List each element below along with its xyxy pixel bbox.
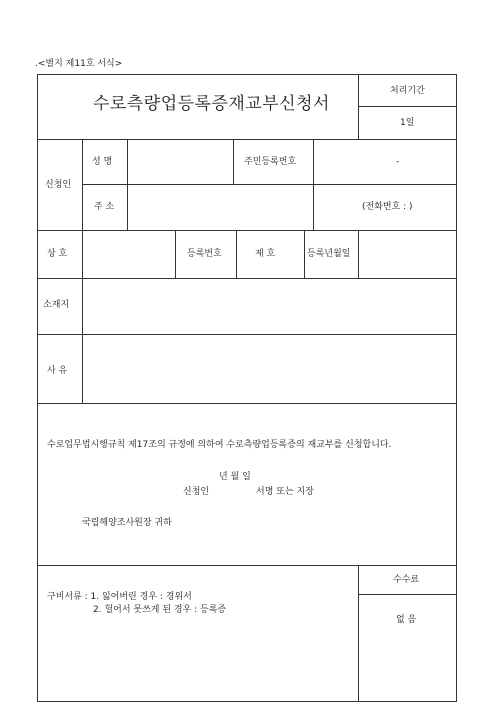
declaration-bottom-line <box>37 565 457 566</box>
header-bottom-line <box>37 139 457 140</box>
reg-no-suffix: 제 호 <box>255 249 276 259</box>
applicant-sign-text: 서명 또는 지장 <box>256 487 314 497</box>
fee-row-divider <box>358 594 457 595</box>
rrn-dash: - <box>396 157 400 167</box>
processing-value: 1일 <box>400 118 415 128</box>
address-label: 주 소 <box>94 202 115 212</box>
applicant-section-label: 신청인 <box>45 180 72 190</box>
name-value-divider <box>233 139 234 184</box>
processing-label: 처리기간 <box>390 86 425 96</box>
trade-name-divider <box>82 230 83 278</box>
declaration-text: 수로업무법시행규칙 제17조의 규정에 의하여 수로측량업등록증의 재교부를 신청합니다. <box>47 440 392 450</box>
fee-value: 없 음 <box>396 615 417 625</box>
reg-date-label: 등록년월일 <box>307 249 351 259</box>
reason-bottom-line <box>37 403 457 404</box>
fee-divider <box>358 565 359 702</box>
applicant-bottom-line <box>37 230 457 231</box>
location-label-divider <box>82 278 83 403</box>
trade-value-divider <box>175 230 176 278</box>
documents-item2: 2. 헐어서 못쓰게 된 경우 : 등록증 <box>93 605 227 615</box>
fee-label: 수수료 <box>393 575 420 585</box>
recipient: 국립해양조사원장 귀하 <box>82 518 172 528</box>
rrn-label: 주민등록번호 <box>244 157 297 167</box>
trade-name-label: 상 호 <box>47 249 68 259</box>
applicant-sign-label: 신청인 <box>183 487 210 497</box>
location-bottom-line <box>37 334 457 335</box>
processing-divider <box>358 106 457 107</box>
name-label: 성 명 <box>92 157 113 167</box>
reg-date-divider <box>358 230 359 278</box>
applicant-row-divider <box>82 184 457 185</box>
reason-label: 사 유 <box>47 366 68 376</box>
form-reference: .<별지 제11호 서식> <box>35 59 123 69</box>
date-line: 년 월 일 <box>219 472 251 482</box>
reg-value-divider <box>304 230 305 278</box>
phone-label: (전화번호 : ) <box>362 202 413 212</box>
business-bottom-line <box>37 278 457 279</box>
reg-no-label: 등록번호 <box>187 249 222 259</box>
documents-label: 구비서류 : 1. 잃어버린 경우 : 경위서 <box>47 592 192 602</box>
name-col-divider <box>127 139 128 230</box>
rrn-label-divider <box>313 139 314 230</box>
reg-label-divider <box>236 230 237 278</box>
location-label: 소재지 <box>43 300 70 310</box>
form-title: 수로측량업등록증재교부신청서 <box>93 94 330 114</box>
